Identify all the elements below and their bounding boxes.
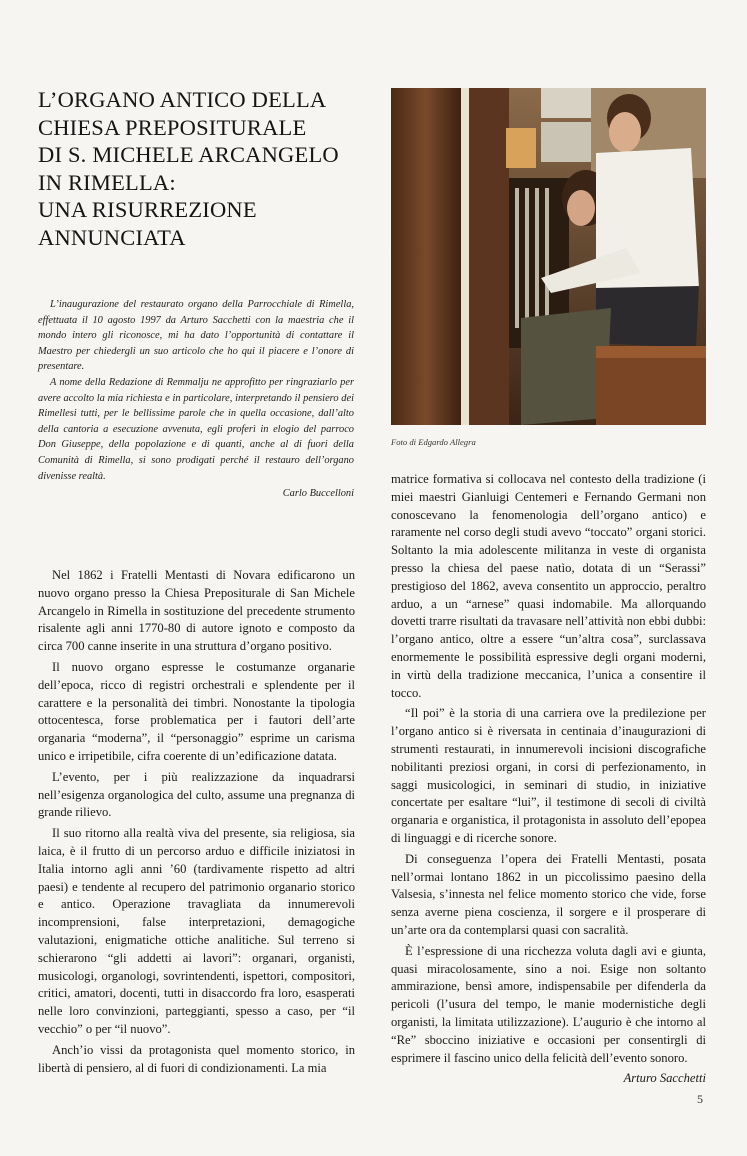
title-line: CHIESA PREPOSITURALE	[38, 114, 307, 140]
body-column-left	[38, 567, 355, 1080]
title-line: UNA RISURREZIONE	[38, 197, 257, 222]
photo-caption: Foto di Edgardo Allegra	[391, 437, 476, 447]
title-line: L’ORGANO ANTICO DELLA	[38, 87, 327, 112]
title-line: IN RIMELLA:	[38, 169, 176, 195]
body-paragraph: È l’espressione di una ricchezza voluta dagli avi e giunta, quasi miracolosamente, sino a noi. Esige non soltanto ammirazione, bensì amore, indispensabile per difenderla da pericoli (l’usura del tempo, le manie modernistiche degli organisti, la limitata utilizzazione). L’augurio è che intorno al “Re” sboccino iniziative e occasioni per consentirgli di esprimere il fascino unico della felicità dell’evento sonoro.	[391, 943, 706, 1065]
title-line: DI S. MICHELE ARCANGELO	[38, 142, 339, 167]
body-paragraph: Anch’io vissi da protagonista quel momento storico, in libertà di pensiero, al di fuori di condizionamenti. La mia	[38, 1042, 355, 1075]
author-signature: Arturo Sacchetti	[623, 1071, 706, 1086]
title-line: ANNUNCIATA	[38, 224, 186, 250]
body-paragraph: “Il poi” è la storia di una carriera ove la predilezione per l’organo antico si è riversata in centinaia d’inaugurazioni di strumenti restaurati, in innumerevoli incisioni discografiche nobilitanti preziosi organi, in corsi di perfezionamento, in saggi musicologici, in seminari di studio, in iniziative concertate per esaltare “lui”, il testimone di secoli di civiltà organaria e organistica, il protagonista in assoluto dell’epopea di linguaggi e di ricerche sonore.	[391, 706, 706, 845]
intro-paragraph: A nome della Redazione di Remmalju ne approfitto per ringraziarlo per avere accolto la mia richiesta e in particolare, interpretando il pensiero dei Rimellesi tutti, per le bellissime parole che in quella occasione, dall’alto della cantoria a esecuzione avvenuta, egli proferì in elogio del parroco Don Giuseppe, della popolazione e di quanti, anche al di fuori della Comunità di Rimella, si sono prodigati perché il restauro dell’organo divenisse realtà.	[38, 376, 354, 482]
body-paragraph: Di conseguenza l’opera dei Fratelli Mentasti, posata nell’ormai lontano 1862 in un piccolissimo paesino della Valsesia, s’innesta nel felice momento storico che vide, forse senza averne piena coscienza, il sorgere e il prosperare di un’arte ora da contemplarsi quasi con sacralità.	[391, 851, 706, 937]
organ-photo	[391, 88, 706, 425]
page-number: 5	[697, 1092, 703, 1106]
body-paragraph: Nel 1862 i Fratelli Mentasti di Novara edificarono un nuovo organo presso la Chiesa Prepositurale di San Michele Arcangelo in Rimella in sostituzione del precedente strumento risalente agli anni 1770-80 di autore ignoto e composto da circa 700 canne inserite in una struttura d’organo positivo.	[38, 568, 355, 654]
body-column-right	[391, 471, 706, 1091]
body-paragraph: Il nuovo organo espresse le costumanze organarie dell’epoca, ricco di registri orchestrali e splendente per il carattere e la personalità dei timbri. Nonostante la tipologia ottocentesca, forse problematica per i fautori dell’arte organaria “moderna”, il “personaggio” esprime un carisma unico e irripetibile, cifra coerente di un’edificazione datata.	[38, 659, 355, 763]
intro-signature: Carlo Buccelloni	[282, 488, 354, 500]
intro-paragraph: L’inaugurazione del restaurato organo della Parrocchiale di Rimella, effettuata il 10 agosto 1997 da Arturo Sacchetti con la maestria che il mondo intero gli riconosce, mi ha dato l’opportunità di contattare il Maestro per chiedergli un suo articolo che ho qui il piacere e l’onore di presentare.	[38, 299, 354, 373]
body-paragraph: Il suo ritorno alla realtà viva del presente, sia religiosa, sia laica, è il frutto di un percorso arduo e difficile iniziatosi in Italia intorno agli anni ’60 (tardivamente rispetto ad altri paesi) e tendente al recupero del patrimonio organario storico e antico. Operazione travagliata da innumerevoli incomprensioni, false interpretazioni, demagogiche valutazioni, enigmatiche ottiche analitiche. Sul terreno si schierarono “gli addetti ai lavori”: organari, organisti, musicologi, organologi, sovrintendenti, ispettori, compositori, critici, amatori, docenti, tutti in disaccordo fra loro, esasperati nelle loro convinzioni, parteggianti, spesso a caso, per “il vecchio” o per “il nuovo”.	[38, 826, 355, 1036]
body-paragraph: L’evento, per i più realizzazione da inquadrarsi nell’esigenza organologica del culto, assume una pregnanza di grande rilievo.	[38, 769, 355, 820]
body-paragraph: matrice formativa si collocava nel contesto della tradizione (i miei maestri Gianluigi Centemeri e Fernando Germani non conoscevano la fenomenologia dell’organo antico) e raramente nel corso degli studi avevo “toccato” organi storici. Soltanto la mia adolescente militanza in veste di organista presso la chiesa del paese natìo, dotata di un “Serassi” prestigioso del 1862, aveva consentito un approccio, peraltro arduo, a un “arnese” quasi indomabile. Ma allorquando dovetti trarre risultati da travasare nell’attività non ebbi dubbi: l’organo antico, oltre a essere “un’altra cosa”, surclassava enormemente le possibilità espressive degli organi moderni, in virtù della tradizione meccanica, l’unica a consentire il tocco.	[391, 472, 706, 700]
article-title	[38, 86, 368, 251]
editorial-intro	[38, 297, 354, 502]
